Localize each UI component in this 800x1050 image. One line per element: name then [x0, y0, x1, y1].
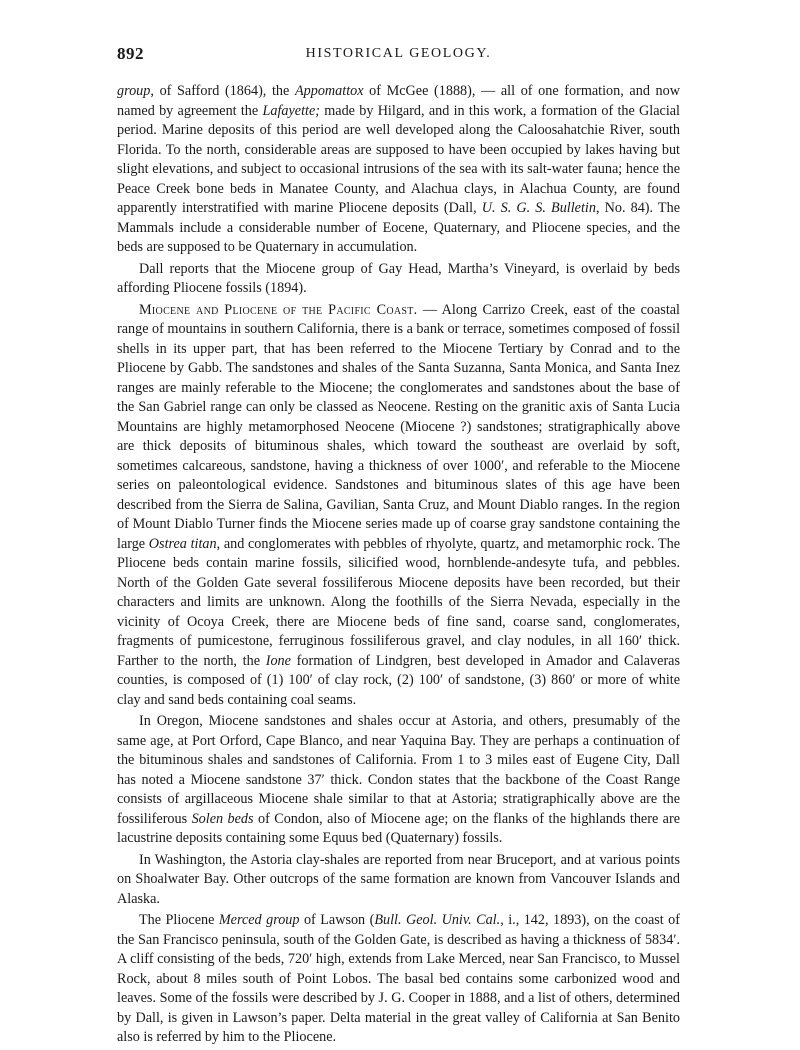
paragraph-florida-pliocene	[117, 82, 680, 258]
italic-citation: Bull. Geol. Univ. Cal.	[374, 912, 501, 928]
paragraph-oregon	[117, 712, 680, 849]
text-run: — Along Carrizo Creek, east of the coastal range of mountains in southern California, there is a bank or terrace, sometimes composed of fossil shells in its upper part, that has been referred to the Miocene Tertiary by Conrad and to the Pliocene by Gabb. The sandstones and shales of the Santa Suzanna, Santa Monica, and Santa Inez ranges are mainly referable to the Miocene; the conglomerates and sandstones about the base of the San Gabriel range can only be classed as Neocene. Resting on the granitic axis of Santa Lucia Mountains are highly metamorphosed Neocene (Miocene ?) sandstones; stratigraphically above are thick deposits of bituminous shales, which toward the southeast are overlaid by soft, sometimes calcareous, sandstone, having a thickness of over 1000′, and referable to the Miocene series on paleontological evidence. Sandstones and bituminous slates of this age have been described from the Sierra de Salina, Gavilian, Santa Cruz, and Mount Diablo ranges. In the region of Mount Diablo Turner finds the Miocene series made up of coarse gray sandstone containing the large	[117, 301, 681, 552]
italic-term: Lafayette;	[262, 102, 320, 119]
paragraph-gay-head	[117, 260, 680, 299]
running-head: HISTORICAL GEOLOGY.	[305, 46, 492, 61]
italic-term: Ostrea titan	[148, 535, 217, 552]
text-run: In Oregon, Miocene sandstones and shales occur at Astoria, and others, presumably of the same age, at Port Orford, Cape Blanco, and near Yaquina Bay. They are perhaps a continuation of the bituminous shales and sandstones of California. From 1 to 3 miles east of Eugene City, Dall has noted a Miocene sandstone 37′ thick. Condon states that the backbone of the Coast Range consists of argillaceous Miocene shale similar to that at Astoria; stratigraphically above are the fossiliferous	[117, 713, 680, 827]
text-run: , No. 84). The Mammals include a considerable number of Eocene, Quaternary, and Pliocene species, and the beds are supposed to be Quaternary in accumulation.	[117, 200, 680, 255]
italic-term: Appomattox	[294, 83, 364, 99]
text-run: The Pliocene	[139, 912, 219, 928]
text-run: In Washington, the Astoria clay-shales are reported from near Bruceport, and at various points on Shoalwater Bay. Other outcrops of the same formation are known from Vancouver Islands and Alaska.	[117, 851, 680, 907]
text-run: Dall reports that the Miocene group of Gay Head, Martha’s Vineyard, is overlaid by beds affording Pliocene fossils (1894).	[117, 260, 680, 296]
text-run: of Condon, also of Miocene age; on the flanks of the highlands there are lacustrine deposits containing some Equus bed (Quaternary) fossils.	[117, 810, 680, 846]
italic-term: Solen beds	[191, 810, 254, 827]
text-run: , and conglomerates with pebbles of rhyolyte, quartz, and metamorphic rock. The Pliocene beds contain marine fossils, silicified wood, hornblende-andesyte tufa, and pebbles. North of the Golden Gate several fossiliferous Miocene deposits have been recorded, but their characters and limits are unknown. Along the foothills of the Sierra Nevada, especially in the vicinity of Ocoya Creek, there are Miocene beds of fine sand, coarse sand, conglomerates, fragments of pumicestone, ferruginous fossiliferous gravel, and clay nodules, in all 160′ thick. Farther to the north, the	[117, 535, 680, 669]
page-number: 892	[117, 44, 144, 63]
paragraph-washington	[117, 851, 680, 910]
paragraph-merced-group	[117, 911, 680, 1048]
text-run: formation of Lindgren, best developed in Amador and Calaveras counties, is composed of (1) 100′ of clay rock, (2) 100′ of sandstone, (3) 860′ or more of white clay and sand beds containing coal seams.	[117, 652, 680, 708]
paragraph-pacific-coast	[117, 301, 680, 711]
text-run: of McGee (1888), — all of one formation, and now named by agreement the	[117, 83, 680, 119]
italic-term: group	[117, 83, 151, 99]
text-run: of Lawson (	[299, 912, 375, 928]
text-run: , i., 142, 1893), on the coast of the San Francisco peninsula, south of the Golden Gate, is described as having a thickness of 5834′. A cliff consisting of the beds, 720′ high, extends from Lake Merced, near San Francisco, to Mussel Rock, about 8 miles south of Point Lobos. The basal bed contains some carbonized wood and leaves. Some of the fossils were described by J. G. Cooper in 1888, and a list of others, determined by Dall, is given in Lawson’s paper. Delta material in the great valley of California at San Benito also is referred by him to the Pliocene.	[117, 912, 680, 1045]
page-header	[117, 44, 680, 66]
section-heading: Miocene and Pliocene of the Pacific Coast.	[139, 301, 418, 318]
italic-term: Merced group	[218, 912, 300, 928]
text-run: made by Hilgard, and in this work, a formation of the Glacial period. Marine deposits of this period are well developed along the Caloosahatchie River, south Florida. To the north, considerable areas are supposed to have been occupied by lakes having but slight elevations, and subject to occasional intrusions of the sea with its salt-water fauna; hence the Peace Creek bone beds in Manatee County, and Alachua clays, in Alachua County, are found apparently interstratified with marine Pliocene deposits (Dall,	[117, 102, 680, 216]
italic-citation: U. S. G. S. Bulletin	[481, 200, 596, 216]
body-text	[117, 82, 680, 1050]
text-run: , of Safford (1864), the	[150, 83, 295, 99]
italic-term: Ione	[265, 652, 291, 669]
